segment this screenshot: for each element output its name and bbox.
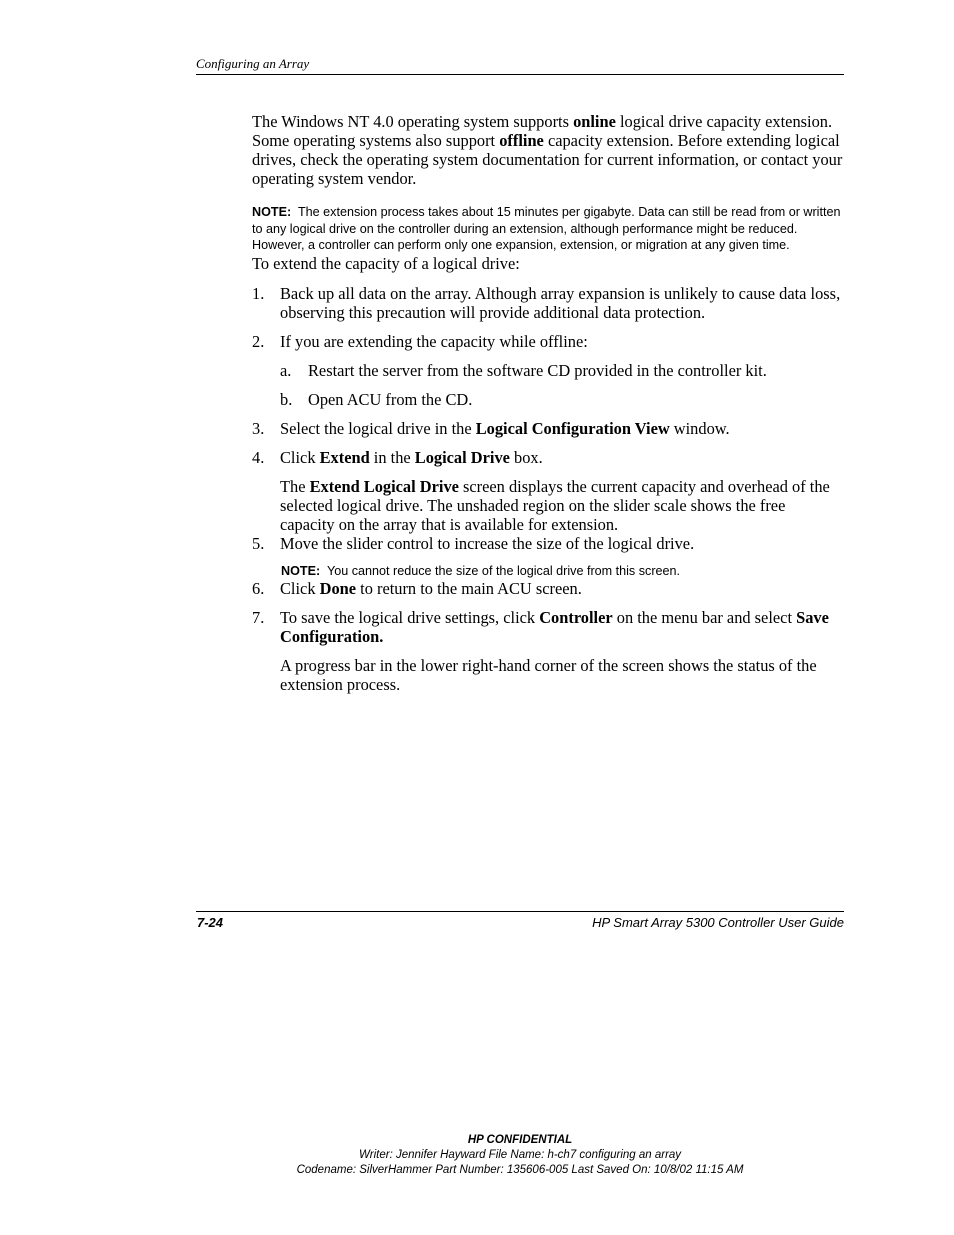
step-text: To save the logical drive settings, click — [280, 607, 540, 627]
step-text: If you are extending the capacity while offline: — [280, 331, 588, 351]
ui-term-logical-configuration-view: Logical Configuration View — [475, 418, 670, 438]
step-text: in the — [369, 447, 415, 467]
step-7-detail: A progress bar in the lower right-hand corner of the screen shows the status of the extension process. — [280, 655, 817, 694]
step-1 — [252, 284, 844, 322]
step-5 — [252, 534, 844, 553]
step-text: Select the logical drive in the — [280, 418, 476, 438]
step-text: on the menu bar and select — [612, 607, 797, 627]
step-2 — [252, 332, 844, 351]
substep-text: Open ACU from the CD. — [308, 389, 473, 409]
ui-term-logical-drive: Logical Drive — [414, 447, 510, 467]
intro-bold-offline: offline — [499, 131, 544, 150]
intro-bold-online: online — [573, 112, 616, 131]
footer-rule — [196, 911, 844, 912]
step-number: 7. — [252, 607, 265, 627]
substep-letter: a. — [280, 360, 292, 380]
step-number: 6. — [252, 578, 265, 598]
confidential-title: HP CONFIDENTIAL — [467, 1134, 573, 1146]
step-4-detail — [252, 477, 844, 534]
step-text: Click — [280, 578, 320, 598]
detail-text: screen displays the current capacity and overhead of the selected logical drive. The unshaded region on the slider scale shows the free capacity on the array that is available for extension. — [280, 476, 830, 534]
confidential-codename-line: Codename: SilverHammer Part Number: 135606-005 Last Saved On: 10/8/02 11:15 AM — [296, 1164, 744, 1176]
substep-letter: b. — [280, 389, 293, 409]
substep-text: Restart the server from the software CD provided in the controller kit. — [308, 360, 767, 380]
confidential-block — [0, 1133, 954, 1178]
running-header — [196, 56, 844, 75]
step-text: to return to the main ACU screen. — [356, 578, 582, 598]
step-7 — [252, 608, 844, 646]
step-number: 4. — [252, 447, 265, 467]
note-text: The extension process takes about 15 minutes per gigabyte. Data can still be read from or written to any logical drive on the controller during an extension, although performance might be reduced. However, a controller can perform only one expansion, extension, or migration at any given time. — [252, 205, 841, 252]
ui-term-extend-logical-drive: Extend Logical Drive — [309, 476, 459, 496]
step-text: Click — [280, 447, 320, 467]
step-6 — [252, 579, 844, 598]
procedure-lead: To extend the capacity of a logical drive: — [252, 253, 520, 273]
note-label: NOTE: — [281, 563, 321, 578]
note-extension-time — [252, 204, 844, 254]
ui-term-controller: Controller — [539, 607, 613, 627]
step-3 — [252, 419, 844, 438]
step-text: box. — [509, 447, 543, 467]
step-2b — [252, 390, 844, 409]
step-number: 1. — [252, 283, 265, 303]
note-cannot-reduce — [252, 563, 844, 579]
page-number: 7-24 — [197, 915, 224, 930]
section-title: Configuring an Array — [196, 56, 310, 71]
note-label: NOTE: — [252, 205, 292, 219]
intro-text-1: The Windows NT 4.0 operating system supports — [252, 112, 574, 131]
ui-term-save-configuration: Save Configuration. — [280, 607, 829, 646]
ui-term-done: Done — [319, 578, 357, 598]
detail-text: The — [280, 476, 310, 496]
step-text: Move the slider control to increase the size of the logical drive. — [280, 533, 695, 553]
step-text: window. — [669, 418, 730, 438]
guide-title: HP Smart Array 5300 Controller User Guide — [592, 915, 844, 930]
page-body — [252, 112, 844, 694]
step-4 — [252, 448, 844, 467]
intro-text-2: logical drive capacity extension. Some operating systems also support — [252, 112, 833, 150]
step-text: Back up all data on the array. Although array expansion is unlikely to cause data loss, observing this precaution will provide additional data protection. — [280, 283, 841, 322]
ui-term-extend: Extend — [319, 447, 370, 467]
confidential-writer-line: Writer: Jennifer Hayward File Name: h-ch7 configuring an array — [358, 1149, 682, 1161]
step-number: 2. — [252, 331, 265, 351]
step-number: 3. — [252, 418, 265, 438]
step-2a — [252, 361, 844, 380]
note-text: You cannot reduce the size of the logical drive from this screen. — [326, 563, 681, 578]
intro-text-3: capacity extension. Before extending logical drives, check the operating system documentation for current information, or contact your operating system vendor. — [252, 131, 843, 188]
intro-paragraph — [252, 112, 844, 188]
step-number: 5. — [252, 533, 265, 553]
